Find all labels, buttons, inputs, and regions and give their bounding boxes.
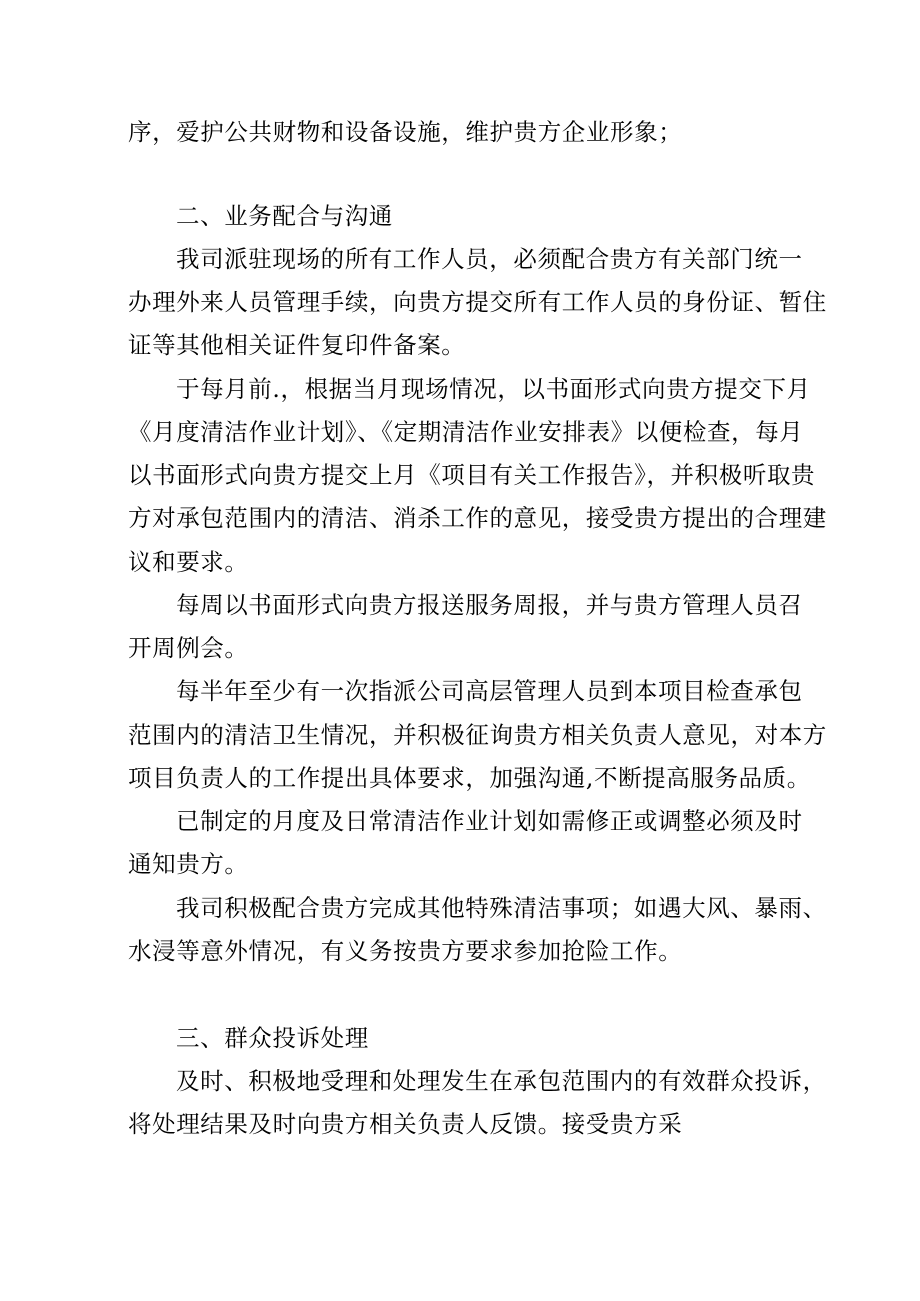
s2-p1-line-1: 我司派驻现场的所有工作人员，必须配合贵方有关部门统一: [176, 245, 803, 273]
s2-p2-line-3: 以书面形式向贵方提交上月《项目有关工作报告》，并积极听取贵: [128, 461, 816, 489]
s2-p6-line-2: 水浸等意外情况，有义务按贵方要求参加抢险工作。: [128, 937, 683, 965]
s2-p4-line-2: 范围内的清洁卫生情况，并积极征询贵方相关负责人意见，对本方: [128, 721, 827, 749]
s2-p4-line-3: 项目负责人的工作提出具体要求，加强沟通,不断提高服务品质。: [128, 764, 811, 792]
s2-p2-line-4: 方对承包范围内的清洁、消杀工作的意见，接受贵方提出的合理建: [128, 504, 827, 532]
section-3-heading: 三、群众投诉处理: [176, 1024, 369, 1052]
s2-p5-line-1: 已制定的月度及日常清洁作业计划如需修正或调整必须及时: [176, 807, 803, 835]
s2-p6-line-1: 我司积极配合贵方完成其他特殊清洁事项；如遇大风、暴雨、: [176, 894, 827, 922]
s3-p1-line-1: 及时、积极地受理和处理发生在承包范围内的有效群众投诉，: [176, 1067, 827, 1095]
intro-line-1: 序，爱护公共财物和设备设施，维护贵方企业形象；: [128, 118, 683, 146]
s2-p5-line-2: 通知贵方。: [128, 850, 249, 878]
s2-p1-line-2: 办理外来人员管理手续，向贵方提交所有工作人员的身份证、暂住: [128, 288, 827, 316]
s2-p1-line-3: 证等其他相关证件复印件备案。: [128, 331, 466, 359]
s2-p4-line-1: 每半年至少有一次指派公司高层管理人员到本项目检查承包: [176, 677, 803, 705]
s2-p2-line-5: 议和要求。: [128, 548, 249, 576]
section-2-heading: 二、业务配合与沟通: [176, 202, 393, 230]
s2-p3-line-1: 每周以书面形式向贵方报送服务周报，并与贵方管理人员召: [176, 591, 803, 619]
s3-p1-line-2: 将处理结果及时向贵方相关负责人反馈。接受贵方采: [128, 1110, 683, 1138]
s2-p3-line-2: 开周例会。: [128, 634, 249, 662]
s2-p2-line-1: 于每月前.，根据当月现场情况，以书面形式向贵方提交下月: [176, 375, 811, 403]
s2-p2-line-2: 《月度清洁作业计划》、《定期清洁作业安排表》以便检查，每月: [128, 418, 804, 446]
